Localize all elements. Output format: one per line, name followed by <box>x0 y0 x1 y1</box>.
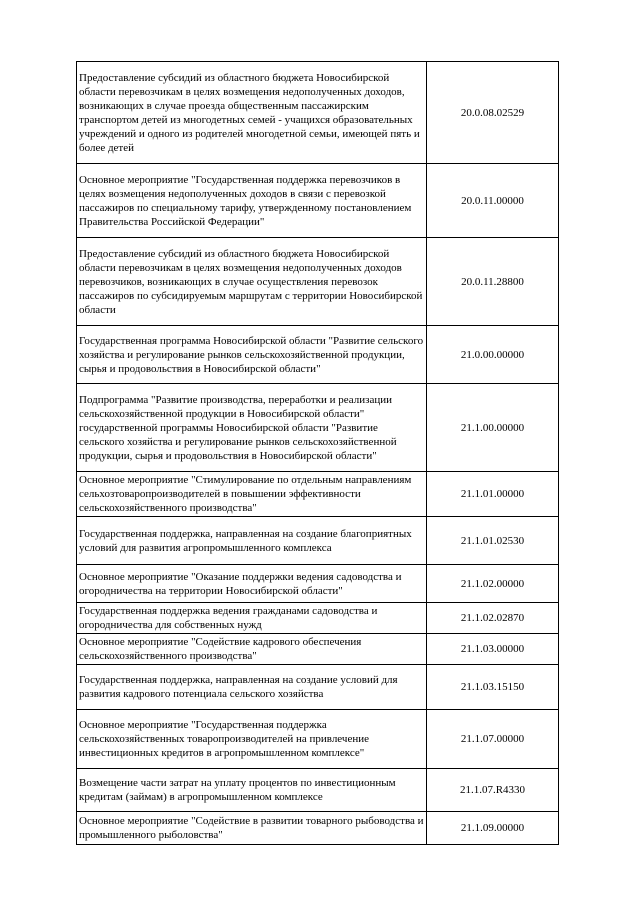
program-name-cell: Основное мероприятие "Содействие кадрового обеспечения сельскохозяйственного производства" <box>77 634 427 665</box>
program-name-cell: Возмещение части затрат на уплату процентов по инвестиционным кредитам (займам) в агропромышленном комплексе <box>77 769 427 812</box>
classification-code-cell: 21.1.03.15150 <box>427 665 559 710</box>
classification-code-cell: 21.1.02.02870 <box>427 603 559 634</box>
classification-code-cell: 21.1.02.00000 <box>427 565 559 603</box>
table-row <box>77 472 559 517</box>
program-name-cell: Государственная поддержка ведения гражданами садоводства и огородничества для собственных нужд <box>77 603 427 634</box>
program-name-cell: Предоставление субсидий из областного бюджета Новосибирской области перевозчикам в целях возмещения недополученных доходов перевозчиков, возникающих в случае осуществления перевозок пассажиров по субсидируемым маршрутам с территории Новосибирской области <box>77 238 427 326</box>
table-row <box>77 565 559 603</box>
classification-code-cell: 21.0.00.00000 <box>427 326 559 384</box>
table-row <box>77 634 559 665</box>
program-name-cell: Основное мероприятие "Стимулирование по отдельным направлениям сельхозтоваропроизводителей в повышении эффективности сельскохозяйственного производства" <box>77 472 427 517</box>
program-name-cell: Государственная программа Новосибирской области "Развитие сельского хозяйства и регулирование рынков сельскохозяйственной продукции, сырья и продовольствия в Новосибирской области" <box>77 326 427 384</box>
classification-code-cell: 21.1.01.02530 <box>427 517 559 565</box>
classification-code-cell: 20.0.11.28800 <box>427 238 559 326</box>
table-row <box>77 517 559 565</box>
classification-code-cell: 21.1.07.R4330 <box>427 769 559 812</box>
program-name-cell: Государственная поддержка, направленная на создание условий для развития кадрового потенциала сельского хозяйства <box>77 665 427 710</box>
table-row <box>77 710 559 769</box>
classification-code-cell: 21.1.07.00000 <box>427 710 559 769</box>
program-name-cell: Основное мероприятие "Государственная поддержка перевозчиков в целях возмещения недополученных доходов в связи с перевозкой пассажиров по специальному тарифу, утвержденному постановлением Правительства Российской Федерации" <box>77 164 427 238</box>
table-row <box>77 62 559 164</box>
budget-classification-table <box>76 61 559 845</box>
program-name-cell: Государственная поддержка, направленная на создание благоприятных условий для развития агропромышленного комплекса <box>77 517 427 565</box>
classification-code-cell: 21.1.00.00000 <box>427 384 559 472</box>
program-name-cell: Основное мероприятие "Оказание поддержки ведения садоводства и огородничества на территории Новосибирской области" <box>77 565 427 603</box>
program-name-cell: Основное мероприятие "Содействие в развитии товарного рыбоводства и промышленного рыболовства" <box>77 812 427 845</box>
table-row <box>77 164 559 238</box>
classification-code-cell: 20.0.11.00000 <box>427 164 559 238</box>
table-row <box>77 238 559 326</box>
classification-code-cell: 21.1.09.00000 <box>427 812 559 845</box>
table-row <box>77 769 559 812</box>
table-row <box>77 603 559 634</box>
classification-code-cell: 21.1.03.00000 <box>427 634 559 665</box>
program-name-cell: Основное мероприятие "Государственная поддержка сельскохозяйственных товаропроизводителей на привлечение инвестиционных кредитов в агропромышленном комплексе" <box>77 710 427 769</box>
table-row <box>77 665 559 710</box>
table-row <box>77 384 559 472</box>
classification-code-cell: 20.0.08.02529 <box>427 62 559 164</box>
classification-code-cell: 21.1.01.00000 <box>427 472 559 517</box>
table-row <box>77 326 559 384</box>
program-name-cell: Подпрограмма "Развитие производства, переработки и реализации сельскохозяйственной продукции в Новосибирской области" государственной программы Новосибирской области "Развитие сельского хозяйства и регулирование рынков сельскохозяйственной продукции, сырья и продовольствия в Новосибирской области" <box>77 384 427 472</box>
program-name-cell: Предоставление субсидий из областного бюджета Новосибирской области перевозчикам в целях возмещения недополученных доходов, возникающих в случае проезда общественным пассажирским транспортом детей из многодетных семей - учащихся образовательных учреждений и одного из родителей многодетной семьи, имеющей пять и более детей <box>77 62 427 164</box>
table-row <box>77 812 559 845</box>
